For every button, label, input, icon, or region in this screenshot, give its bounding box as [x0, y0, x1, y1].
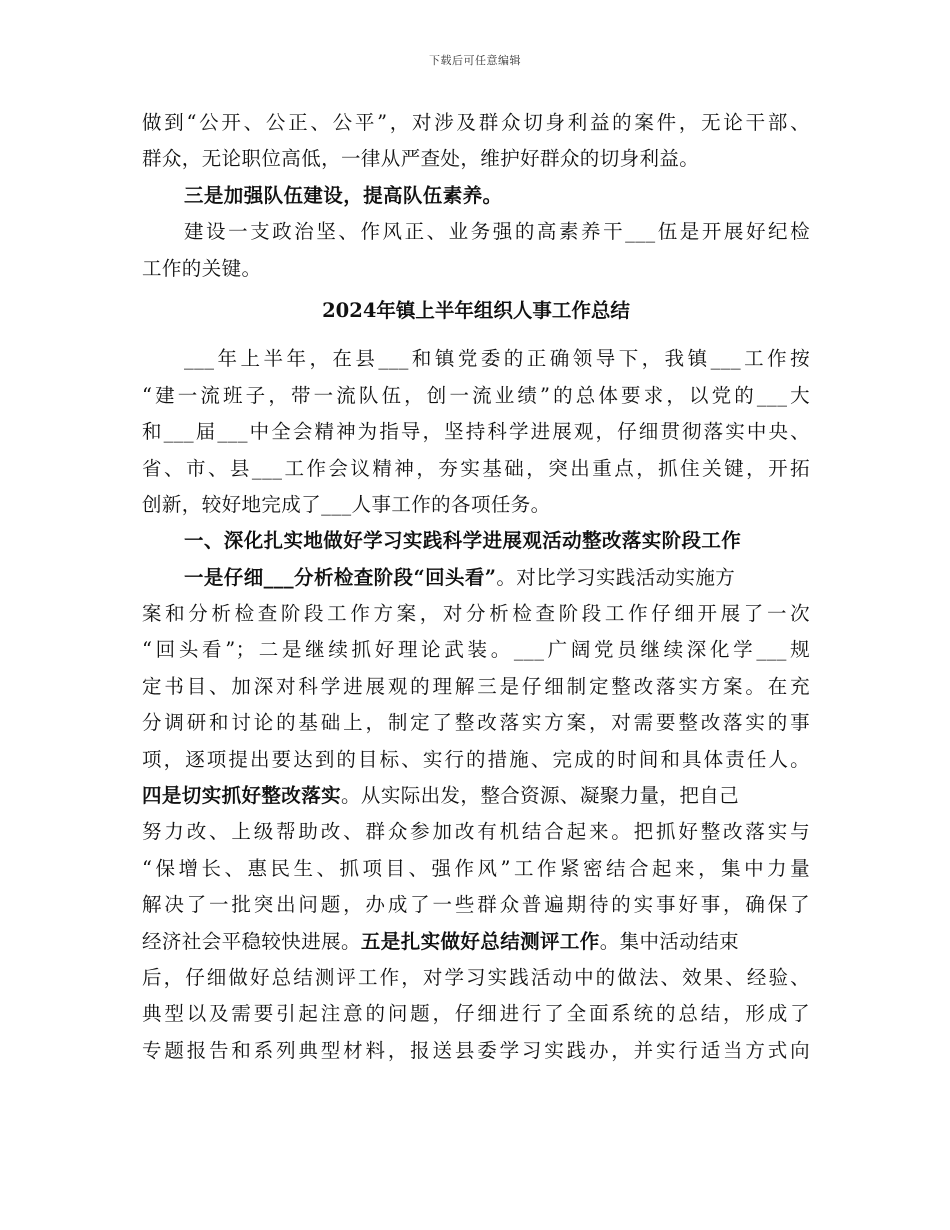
- paragraph-line: 和___届___中全会精神为指导，坚持科学进展观，仔细贯彻落实中央、: [142, 420, 810, 444]
- bold-phrase: 四是切实抓好整改落实: [142, 784, 342, 808]
- document-body: [142, 105, 810, 1069]
- paragraph-line: “保增长、惠民生、抓项目、强作风”工作紧密结合起来，集中力量: [142, 856, 810, 880]
- section-heading: 三是加强队伍建设，提高队伍素养。: [184, 183, 503, 207]
- paragraph-line: 群众，无论职位高低，一律从严查处，维护好群众的切身利益。: [142, 147, 700, 171]
- paragraph-line: [142, 778, 810, 814]
- paragraph-line: 分调研和讨论的基础上，制定了整改落实方案，对需要整改落实的事: [142, 711, 810, 735]
- paragraph-line: 解决了一批突出问题，办成了一些群众普遍期待的实事好事，确保了: [142, 893, 810, 917]
- paragraph-line: 定书目、加深对科学进展观的理解三是仔细制定整改落实方案。在充: [142, 674, 810, 698]
- bold-phrase: 一是仔细___分析检查阶段“回头看”: [184, 565, 497, 589]
- paragraph-line: “建一流班子，带一流队伍，创一流业绩”的总体要求，以党的___大: [142, 383, 810, 407]
- text-run: 。集中活动结束: [599, 929, 740, 953]
- bold-phrase: 五是扎实做好总结测评工作: [360, 929, 600, 953]
- paragraph-line: 创新，较好地完成了___人事工作的各项任务。: [142, 492, 551, 516]
- paragraph-line: 专题报告和系列典型材料，报送县委学习实践办，并实行适当方式向: [142, 1038, 810, 1062]
- paragraph-line: 省、市、县___工作会议精神，夯实基础，突出重点，抓住关键，开拓: [142, 456, 810, 480]
- paragraph-line: [142, 560, 810, 596]
- paragraph-line: 案和分析检查阶段工作方案，对分析检查阶段工作仔细开展了一次: [142, 602, 810, 626]
- document-title: 2024年镇上半年组织人事工作总结: [322, 298, 630, 322]
- paragraph-line: ___年上半年，在县___和镇党委的正确领导下，我镇___工作按: [184, 347, 810, 371]
- page-header: 下载后可任意编辑: [429, 54, 521, 67]
- text-run: 。对比学习实践活动实施方: [496, 565, 736, 589]
- paragraph-line: 后，仔细做好总结测评工作，对学习实践活动中的做法、效果、经验、: [142, 965, 810, 989]
- text-run: 。从实际出发，整合资源、凝聚力量，把自己: [341, 784, 740, 808]
- paragraph-line: 工作的关键。: [142, 256, 262, 280]
- paragraph-line: 做到“公开、公正、公平”，对涉及群众切身利益的案件，无论干部、: [142, 111, 810, 134]
- text-run: 经济社会平稳较快进展。: [142, 929, 361, 953]
- section-heading: 一、深化扎实地做好学习实践科学进展观活动整改落实阶段工作: [184, 529, 742, 553]
- paragraph-line: 建设一支政治坚、作风正、业务强的高素养干___伍是开展好纪检: [184, 220, 810, 244]
- paragraph-line: 典型以及需要引起注意的问题，仔细进行了全面系统的总结，形成了: [142, 1002, 810, 1026]
- paragraph-line: “回头看”；二是继续抓好理论武装。___广阔党员继续深化学___规: [142, 638, 810, 662]
- paragraph-line: [142, 924, 810, 960]
- paragraph-line: 努力改、上级帮助改、群众参加改有机结合起来。把抓好整改落实与: [142, 820, 810, 844]
- paragraph-line: 项，逐项提出要达到的目标、实行的措施、完成的时间和具体责任人。: [142, 747, 810, 771]
